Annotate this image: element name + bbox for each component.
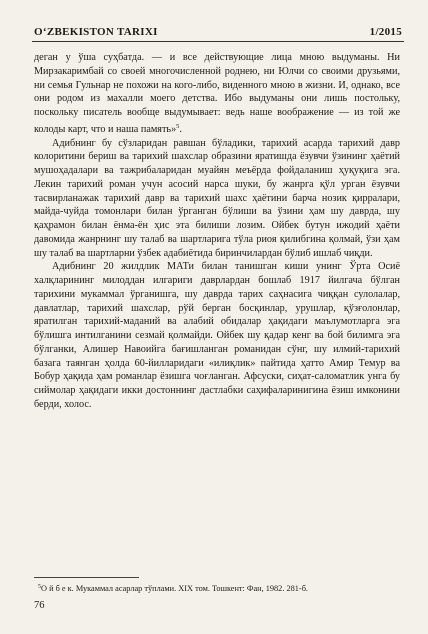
paragraph-1-text: деган у ўша суҳбатда. — и все действующие лица мною выдуманы. Ни Мирзакаримбай со своей многочисленной роднею, ни Юлчи со своими друзьями, ни семья Гульнар не похожи на кого-либо, виденного мною в жизни. И, однако, все они родом из махалли моего детства. Ибо выдуманы они лишь постольку, поскольку писатель вообще выдумывает: ведь наше воображение — из той же колоды карт, что и наша память» <box>34 52 400 135</box>
footnote-rule <box>34 577 139 578</box>
header-rule <box>32 41 404 42</box>
running-header <box>34 26 402 38</box>
paragraph-3: Адибнинг 20 жилдлик МАТи билан танишган киши унинг Ўрта Осиё халқларининг милоддан илгариги даврлардан бошлаб 1917 йилгача бўлган тарихини мукаммал ўрганишга, шу даврда тарих саҳнасига чиққан сулолалар, давлатлар, тарихий шахслар, рўй берган босқинлар, урушлар, қўзғолонлар, яратилган тарихий-маданий ва алабий обидалар ҳақидаги маълумотларга эга бўлишга интилганини сезмай қолмайди. Ойбек шу қадар кенг ва бой билимга эга бўлганки, Алишер Навоийга бағишланган романидан сўнг, шу илмий-тарихий базага таянган ҳолда 60-йилларидаги «илиқлик» пайтида ҳатто Амир Темур ва Бобур ҳақида ҳам романлар ёзишга чоғланган. Афсуски, сиҳат-саломатлик унга бу сиймолар ҳақидаги икки достоннинг дастлабки саҳифаларинигина ёзиш имконини берди, холос. <box>34 261 400 410</box>
footnote-ref[interactable]: 5 <box>176 122 180 130</box>
footnote-text: Мукаммал асарлар тўплами. XIX том. Тошкент: Фан, 1982. 281-б. <box>73 584 308 593</box>
footnote-author: О й б е к. <box>41 584 74 593</box>
footnote <box>38 582 398 594</box>
footnote-mark: 5 <box>38 584 41 590</box>
page-number: 76 <box>34 600 45 611</box>
paragraph-2: Адибнинг бу сўзларидан равшан бўладики, тарихий асарда тарихий давр колоритини бериш ва тарихий шахслар образини яратишда ёзувчи ўзининг ҳаётий мушоҳадалари ва тажрибаларидан муайян меъёрда фойдаланиш ҳуқуқига эга. Лекин тарихий роман учун асосий нарса шуки, бу жанрга қўл урган ёзувчи тасвирланажак тарихий давр ва тарихий шахс ҳаётини барча нозик қирралари, майда-чуйда томонлари билан ўрганган бўлиши ва ўзини ҳам шу даврда, шу қаҳрамон билан ёнма-ён ҳис эта билиши лозим. Ойбек бутун ижодий ҳаёти давомида жанрнинг шу талаб ва шартларига тўла риоя қилибгина қолмай, ўзи ҳам шу талаб ва шартларни ўзбек адабиётида биринчилардан бўлиб ишлаб чиқди. <box>34 137 400 259</box>
paragraph-1: деган у ўша суҳбатда. — и все действующие лица мною выдуманы. Ни Мирзакаримбай со своей многочисленной роднею, ни Юлчи со своими друзьями, ни семья Гульнар не похожи на кого-либо, виденного мною в жизни. И, однако, все они родом из махалли моего детства. Ибо выдуманы они лишь постольку, поскольку писатель вообще выдумывает: ведь наше воображение — из той же колоды карт, что и наша память»$^5$. <box>34 52 400 135</box>
journal-title: O‘ZBEKISTON TARIXI <box>34 26 158 38</box>
issue-number: 1/2015 <box>369 26 402 38</box>
body-text <box>34 51 400 412</box>
